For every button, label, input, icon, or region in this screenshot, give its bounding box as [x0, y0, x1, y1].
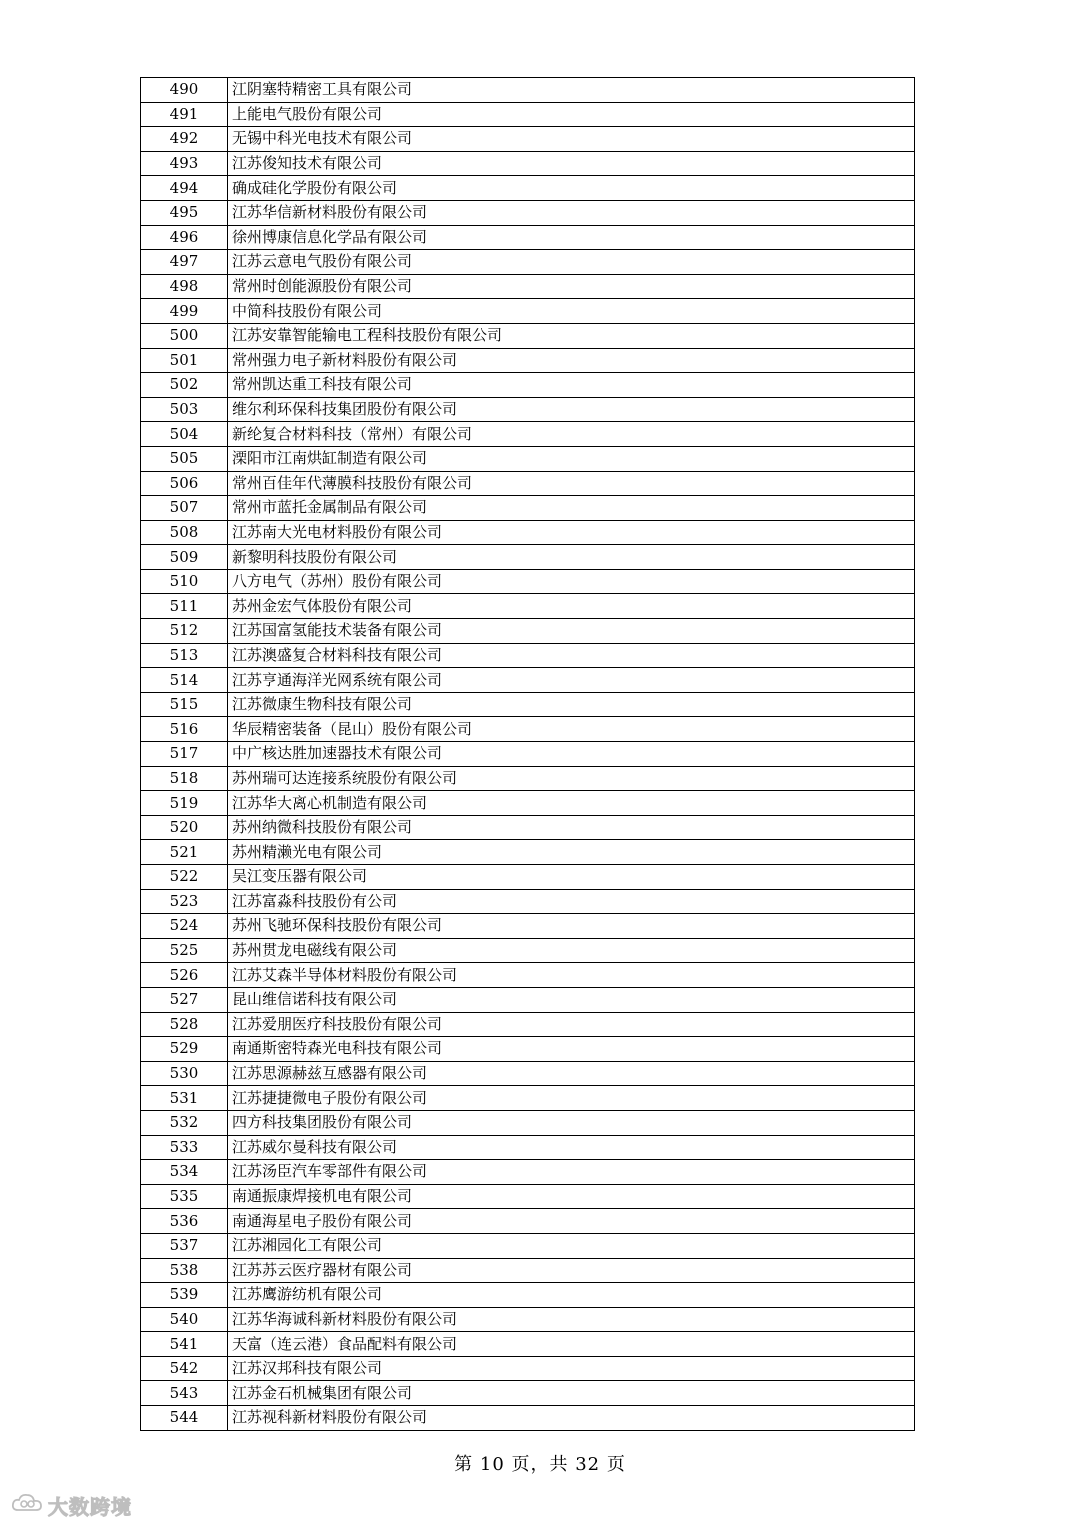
table-row [141, 520, 915, 545]
table-row [141, 766, 915, 791]
row-number: 526 [141, 963, 228, 988]
table-row [141, 1233, 915, 1258]
company-name: 江苏国富氢能技术装备有限公司 [228, 619, 915, 644]
table-row [141, 151, 915, 176]
table-row [141, 889, 915, 914]
company-name: 苏州飞驰环保科技股份有限公司 [228, 914, 915, 939]
company-name: 昆山维信诺科技有限公司 [228, 987, 915, 1012]
table-row [141, 963, 915, 988]
company-name: 徐州博康信息化学品有限公司 [228, 225, 915, 250]
company-list-body [141, 78, 915, 1431]
row-number: 507 [141, 496, 228, 521]
row-number: 542 [141, 1356, 228, 1381]
row-number: 533 [141, 1135, 228, 1160]
company-name: 八方电气（苏州）股份有限公司 [228, 569, 915, 594]
company-name: 江阴塞特精密工具有限公司 [228, 78, 915, 103]
table-row [141, 1110, 915, 1135]
table-row [141, 1332, 915, 1357]
company-name: 苏州瑞可达连接系统股份有限公司 [228, 766, 915, 791]
company-name: 新黎明科技股份有限公司 [228, 545, 915, 570]
row-number: 537 [141, 1233, 228, 1258]
table-row [141, 127, 915, 152]
row-number: 504 [141, 422, 228, 447]
company-name: 上能电气股份有限公司 [228, 102, 915, 127]
row-number: 513 [141, 643, 228, 668]
row-number: 501 [141, 348, 228, 373]
table-row [141, 619, 915, 644]
company-name: 中简科技股份有限公司 [228, 299, 915, 324]
company-name: 苏州金宏气体股份有限公司 [228, 594, 915, 619]
row-number: 523 [141, 889, 228, 914]
table-row [141, 397, 915, 422]
table-row [141, 323, 915, 348]
row-number: 538 [141, 1258, 228, 1283]
row-number: 495 [141, 200, 228, 225]
company-name: 华辰精密装备（昆山）股份有限公司 [228, 717, 915, 742]
row-number: 519 [141, 791, 228, 816]
row-number: 514 [141, 668, 228, 693]
company-name: 苏州精濑光电有限公司 [228, 840, 915, 865]
company-name: 常州百佳年代薄膜科技股份有限公司 [228, 471, 915, 496]
watermark-logo [10, 1490, 132, 1520]
row-number: 540 [141, 1307, 228, 1332]
row-number: 527 [141, 987, 228, 1012]
table-row [141, 471, 915, 496]
company-name: 江苏云意电气股份有限公司 [228, 250, 915, 275]
table-row [141, 1012, 915, 1037]
row-number: 531 [141, 1086, 228, 1111]
row-number: 498 [141, 274, 228, 299]
page-number: 第 10 页，共 32 页 [454, 1454, 626, 1475]
table-row [141, 938, 915, 963]
company-name: 江苏富淼科技股份有公司 [228, 889, 915, 914]
company-name: 江苏澳盛复合材料科技有限公司 [228, 643, 915, 668]
row-number: 502 [141, 373, 228, 398]
company-name: 无锡中科光电技术有限公司 [228, 127, 915, 152]
table-row [141, 250, 915, 275]
table-row [141, 102, 915, 127]
company-name: 常州市蓝托金属制品有限公司 [228, 496, 915, 521]
table-row [141, 176, 915, 201]
row-number: 506 [141, 471, 228, 496]
company-name: 南通海星电子股份有限公司 [228, 1209, 915, 1234]
table-row [141, 1184, 915, 1209]
table-row [141, 496, 915, 521]
row-number: 497 [141, 250, 228, 275]
row-number: 521 [141, 840, 228, 865]
company-name: 江苏汉邦科技有限公司 [228, 1356, 915, 1381]
company-name: 天富（连云港）食品配料有限公司 [228, 1332, 915, 1357]
table-row [141, 569, 915, 594]
table-row [141, 840, 915, 865]
row-number: 517 [141, 742, 228, 767]
row-number: 493 [141, 151, 228, 176]
company-name: 溧阳市江南烘缸制造有限公司 [228, 446, 915, 471]
row-number: 544 [141, 1406, 228, 1431]
table-row [141, 987, 915, 1012]
company-name: 江苏金石机械集团有限公司 [228, 1381, 915, 1406]
row-number: 541 [141, 1332, 228, 1357]
table-row [141, 348, 915, 373]
row-number: 520 [141, 815, 228, 840]
company-name: 吴江变压器有限公司 [228, 865, 915, 890]
table-row [141, 545, 915, 570]
row-number: 524 [141, 914, 228, 939]
company-name: 新纶复合材料科技（常州）有限公司 [228, 422, 915, 447]
row-number: 508 [141, 520, 228, 545]
company-name: 江苏威尔曼科技有限公司 [228, 1135, 915, 1160]
company-name: 江苏视科新材料股份有限公司 [228, 1406, 915, 1431]
table-row [141, 742, 915, 767]
row-number: 503 [141, 397, 228, 422]
company-name: 四方科技集团股份有限公司 [228, 1110, 915, 1135]
company-name: 江苏爱朋医疗科技股份有限公司 [228, 1012, 915, 1037]
row-number: 525 [141, 938, 228, 963]
company-name: 江苏南大光电材料股份有限公司 [228, 520, 915, 545]
company-list-table [140, 77, 915, 1431]
row-number: 539 [141, 1283, 228, 1308]
row-number: 532 [141, 1110, 228, 1135]
company-name: 江苏捷捷微电子股份有限公司 [228, 1086, 915, 1111]
table-row [141, 914, 915, 939]
row-number: 543 [141, 1381, 228, 1406]
company-name: 南通斯密特森光电科技有限公司 [228, 1037, 915, 1062]
row-number: 510 [141, 569, 228, 594]
company-name: 江苏汤臣汽车零部件有限公司 [228, 1160, 915, 1185]
table-row [141, 1037, 915, 1062]
row-number: 516 [141, 717, 228, 742]
row-number: 535 [141, 1184, 228, 1209]
row-number: 530 [141, 1061, 228, 1086]
table-row [141, 78, 915, 103]
company-name: 江苏华信新材料股份有限公司 [228, 200, 915, 225]
table-row [141, 373, 915, 398]
company-name: 确成硅化学股份有限公司 [228, 176, 915, 201]
row-number: 500 [141, 323, 228, 348]
company-name: 江苏华大离心机制造有限公司 [228, 791, 915, 816]
table-row [141, 865, 915, 890]
row-number: 528 [141, 1012, 228, 1037]
company-name: 江苏艾森半导体材料股份有限公司 [228, 963, 915, 988]
company-name: 常州时创能源股份有限公司 [228, 274, 915, 299]
company-name: 维尔利环保科技集团股份有限公司 [228, 397, 915, 422]
company-name: 常州强力电子新材料股份有限公司 [228, 348, 915, 373]
company-name: 江苏亨通海洋光网系统有限公司 [228, 668, 915, 693]
table-row [141, 1381, 915, 1406]
row-number: 505 [141, 446, 228, 471]
table-row [141, 1406, 915, 1431]
watermark-text: 大数跨境 [48, 1494, 132, 1519]
table-row [141, 1307, 915, 1332]
row-number: 496 [141, 225, 228, 250]
row-number: 515 [141, 692, 228, 717]
table-row [141, 815, 915, 840]
table-row [141, 225, 915, 250]
table-row [141, 1283, 915, 1308]
table-row [141, 643, 915, 668]
row-number: 494 [141, 176, 228, 201]
row-number: 491 [141, 102, 228, 127]
table-row [141, 1061, 915, 1086]
company-name: 江苏思源赫兹互感器有限公司 [228, 1061, 915, 1086]
company-name: 南通振康焊接机电有限公司 [228, 1184, 915, 1209]
company-name: 江苏华海诚科新材料股份有限公司 [228, 1307, 915, 1332]
table-row [141, 668, 915, 693]
company-name: 苏州纳微科技股份有限公司 [228, 815, 915, 840]
table-row [141, 1160, 915, 1185]
company-name: 苏州贯龙电磁线有限公司 [228, 938, 915, 963]
table-row [141, 791, 915, 816]
company-name: 江苏安靠智能输电工程科技股份有限公司 [228, 323, 915, 348]
table-row [141, 1086, 915, 1111]
table-row [141, 274, 915, 299]
table-row [141, 1356, 915, 1381]
row-number: 512 [141, 619, 228, 644]
row-number: 534 [141, 1160, 228, 1185]
table-row [141, 200, 915, 225]
table-row [141, 717, 915, 742]
table-row [141, 299, 915, 324]
company-name: 常州凯达重工科技有限公司 [228, 373, 915, 398]
row-number: 518 [141, 766, 228, 791]
company-name: 江苏俊知技术有限公司 [228, 151, 915, 176]
company-name: 中广核达胜加速器技术有限公司 [228, 742, 915, 767]
company-name: 江苏微康生物科技有限公司 [228, 692, 915, 717]
table-row [141, 422, 915, 447]
row-number: 529 [141, 1037, 228, 1062]
table-row [141, 1135, 915, 1160]
company-name: 江苏鹰游纺机有限公司 [228, 1283, 915, 1308]
row-number: 490 [141, 78, 228, 103]
row-number: 511 [141, 594, 228, 619]
row-number: 536 [141, 1209, 228, 1234]
table-row [141, 1258, 915, 1283]
table-row [141, 692, 915, 717]
row-number: 492 [141, 127, 228, 152]
cloud-logo-icon [10, 1492, 44, 1518]
company-name: 江苏湘园化工有限公司 [228, 1233, 915, 1258]
company-name: 江苏苏云医疗器材有限公司 [228, 1258, 915, 1283]
table-row [141, 446, 915, 471]
row-number: 499 [141, 299, 228, 324]
row-number: 509 [141, 545, 228, 570]
row-number: 522 [141, 865, 228, 890]
table-row [141, 594, 915, 619]
table-row [141, 1209, 915, 1234]
